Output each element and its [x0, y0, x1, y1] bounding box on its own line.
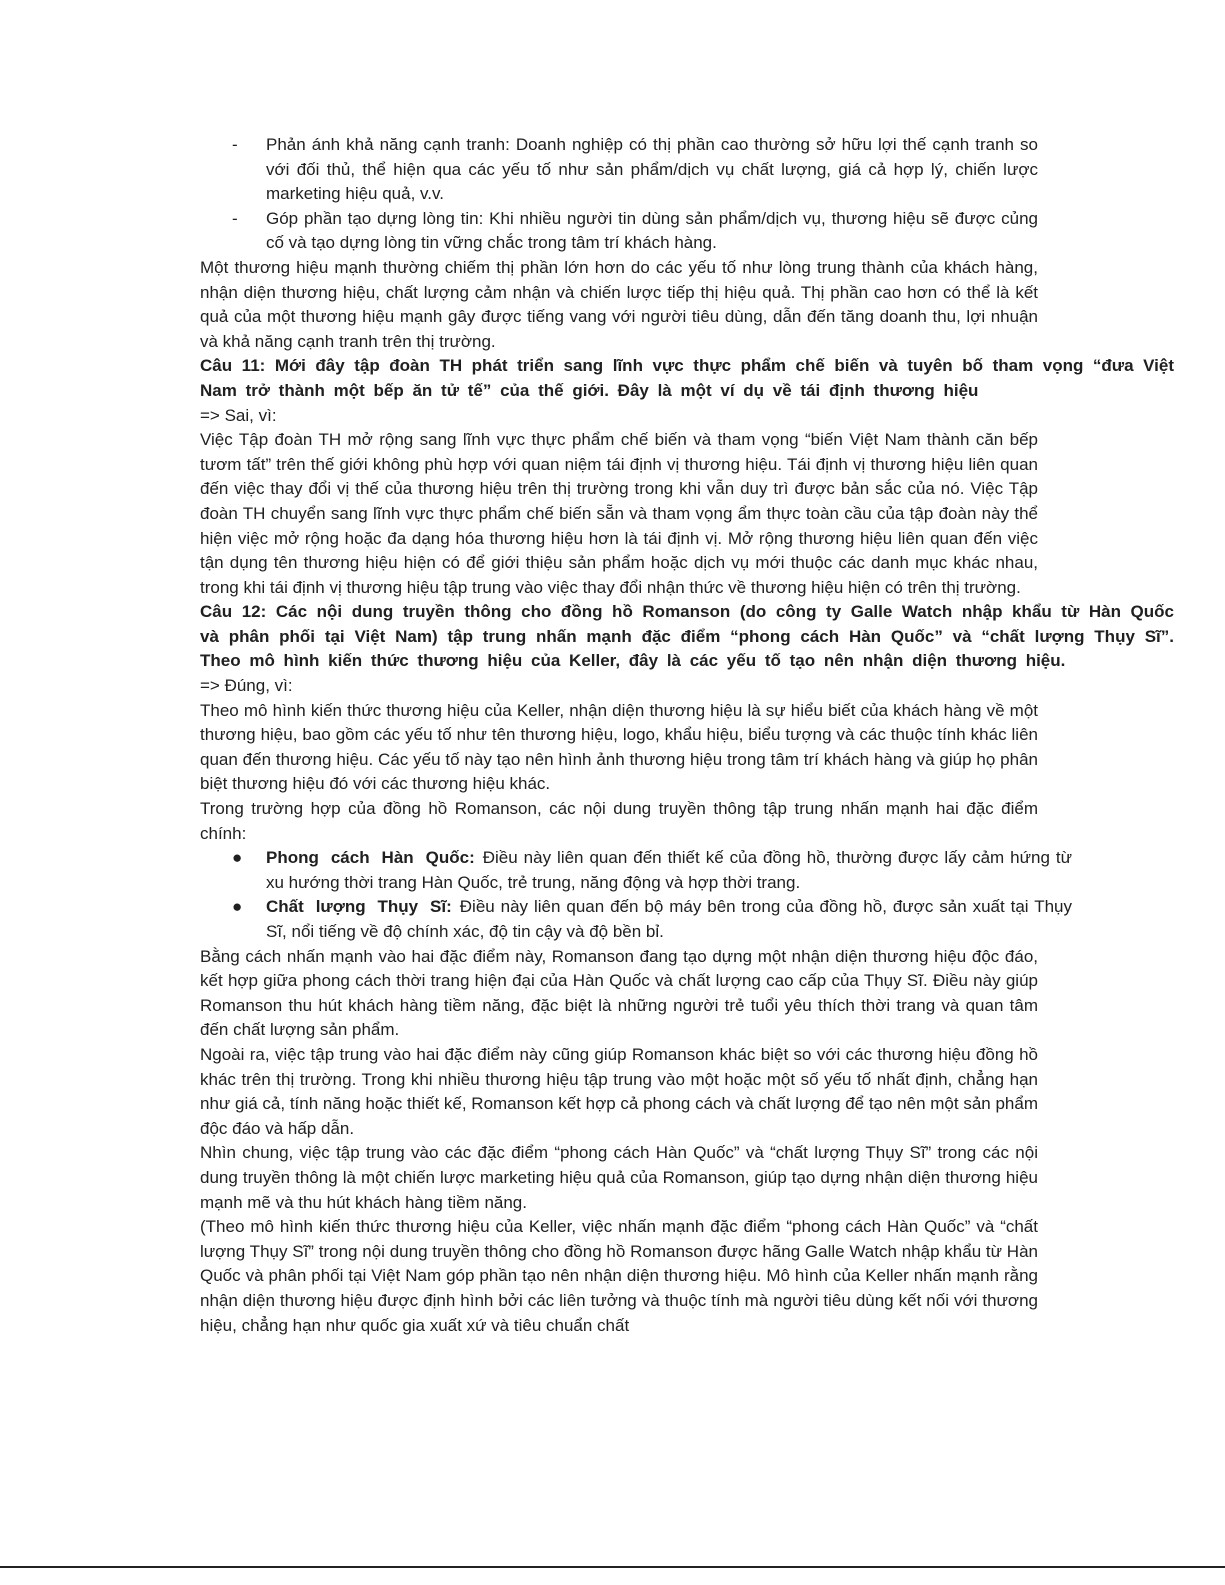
bullet-item: [232, 895, 1072, 944]
paragraph-differentiation: Ngoài ra, việc tập trung vào hai đặc điểm này cũng giúp Romanson khác biệt so với các thương hiệu đồng hồ khác trên thị trường. Trong khi nhiều thương hiệu tập trung vào một hoặc một số yếu tố nhất định, chẳng hạn như giá cả, tính năng hoặc thiết kế, Romanson kết hợp cả phong cách và chất lượng để tạo nên một sản phẩm độc đáo và hấp dẫn.: [200, 1044, 1038, 1138]
question-12: Câu 12: Các nội dung truyền thông cho đồng hồ Romanson (do công ty Galle Watch nhập khẩu từ Hàn Quốc và phân phối tại Việt Nam) tập trung nhấn mạnh đặc điểm “phong cách Hàn Quốc” và “chất lượng Thụy Sĩ”. Theo mô hình kiến thức thương hiệu của Keller, đây là các yếu tố tạo nên nhận diện thương hiệu.: [200, 602, 1174, 671]
question-11-container: [200, 354, 1174, 403]
bullet-item: [232, 846, 1072, 895]
list-item-text: Phản ánh khả năng cạnh tranh: Doanh nghiệp có thị phần cao thường sở hữu lợi thế cạnh tranh so với đối thủ, thể hiện qua các yếu tố như sản phẩm/dịch vụ chất lượng, giá cả hợp lý, chiến lược marketing hiệu quả, v.v.: [266, 135, 1038, 204]
bullet-term: Chất lượng Thụy Sĩ:: [266, 897, 452, 917]
dash-marker: -: [232, 208, 238, 228]
paragraph-romanson-case: Trong trường hợp của đồng hồ Romanson, các nội dung truyền thông tập trung nhấn mạnh hai đặc điểm chính:: [200, 799, 1038, 843]
document-page: [200, 133, 1174, 1338]
explanation-11: Việc Tập đoàn TH mở rộng sang lĩnh vực thực phẩm chế biến và tham vọng “biến Việt Nam thành căn bếp tươm tất” trên thế giới không phù hợp với quan niệm tái định vị thương hiệu. Tái định vị thương hiệu liên quan đến việc thay đổi vị thế của thương hiệu trên thị trường trong khi vẫn duy trì được bản sắc của nó. Việc Tập đoàn TH chuyển sang lĩnh vực thực phẩm chế biến sẵn và tham vọng ẩm thực toàn cầu của tập đoàn này thể hiện việc mở rộng hoặc đa dạng hóa thương hiệu hơn là tái định vị. Mở rộng thương hiệu liên quan đến việc tận dụng tên thương hiệu hiện có để giới thiệu sản phẩm hoặc dịch vụ mới thuộc các danh mục khác nhau, trong khi tái định vị thương hiệu tập trung vào việc thay đổi nhận thức về thương hiệu hiện có trên thị trường.: [200, 430, 1038, 597]
bullet-marker: ●: [232, 848, 243, 868]
bullet-text: Điều này liên quan đến thiết kế của đồng hồ, thường được lấy cảm hứng từ xu hướng thời trang Hàn Quốc, trẻ trung, năng động và hợp thời trang.: [266, 848, 1072, 892]
bullet-text: Điều này liên quan đến bộ máy bên trong của đồng hồ, được sản xuất tại Thụy Sĩ, nổi tiếng về độ chính xác, độ tin cậy và độ bền bỉ.: [266, 897, 1072, 941]
list-item: [232, 207, 1038, 256]
bullet-term: Phong cách Hàn Quốc:: [266, 848, 475, 868]
list-item-text: Góp phần tạo dựng lòng tin: Khi nhiều người tin dùng sản phẩm/dịch vụ, thương hiệu sẽ được củng cố và tạo dựng lòng tin vững chắc trong tâm trí khách hàng.: [266, 208, 1038, 253]
question-11: Câu 11: Mới đây tập đoàn TH phát triển sang lĩnh vực thực phẩm chế biến và tuyên bố tham vọng “đưa Việt Nam trở thành một bếp ăn tử tế” của thế giới. Đây là một ví dụ về tái định thương hiệu: [200, 356, 1174, 400]
dash-marker: -: [232, 135, 238, 154]
paragraph-market-share: Một thương hiệu mạnh thường chiếm thị phần lớn hơn do các yếu tố như lòng trung thành của khách hàng, nhận diện thương hiệu, chất lượng cảm nhận và chiến lược tiếp thị hiệu quả. Thị phần cao hơn có thể là kết quả của một thương hiệu mạnh gây được tiếng vang với người tiêu dùng, dẫn đến tăng doanh thu, lợi nhuận và khả năng cạnh tranh trên thị trường.: [200, 257, 1038, 351]
paragraph-keller-model: Theo mô hình kiến thức thương hiệu của Keller, nhận diện thương hiệu là sự hiểu biết của khách hàng về một thương hiệu, bao gồm các yếu tố như tên thương hiệu, logo, khẩu hiệu, biểu tượng và các thuộc tính khác liên quan đến thương hiệu. Các yếu tố này tạo nên hình ảnh thương hiệu trong tâm trí khách hàng và giúp họ phân biệt thương hiệu đó với các thương hiệu khác.: [200, 700, 1038, 794]
paragraph-keller-note: (Theo mô hình kiến thức thương hiệu của Keller, việc nhấn mạnh đặc điểm “phong cách Hàn Quốc” và “chất lượng Thụy Sĩ” trong nội dung truyền thông cho đồng hồ Romanson được hãng Galle Watch nhập khẩu từ Hàn Quốc và phân phối tại Việt Nam góp phần tạo nên nhận diện thương hiệu. Mô hình của Keller nhấn mạnh rằng nhận diện thương hiệu được định hình bởi các liên tưởng và thuộc tính mà người tiêu dùng kết nối với thương hiệu, chẳng hạn như quốc gia xuất xứ và tiêu chuẩn chất: [200, 1217, 1038, 1335]
answer-11: => Sai, vì:: [200, 405, 277, 425]
bullet-marker: ●: [232, 897, 243, 917]
list-item: [232, 133, 1038, 207]
answer-12: => Đúng, vì:: [200, 676, 293, 696]
question-12-container: [200, 600, 1174, 674]
page-bottom-rule: [0, 1566, 1225, 1568]
paragraph-brand-identity: Bằng cách nhấn mạnh vào hai đặc điểm này, Romanson đang tạo dựng một nhận diện thương hiệu độc đáo, kết hợp giữa phong cách thời trang hiện đại của Hàn Quốc và chất lượng cao cấp của Thụy Sĩ. Điều này giúp Romanson thu hút khách hàng tiềm năng, đặc biệt là những người trẻ tuổi yêu thích thời trang và quan tâm đến chất lượng sản phẩm.: [200, 946, 1038, 1040]
paragraph-summary: Nhìn chung, việc tập trung vào các đặc điểm “phong cách Hàn Quốc” và “chất lượng Thụy Sĩ” trong các nội dung truyền thông là một chiến lược marketing hiệu quả của Romanson, giúp tạo dựng nhận diện thương hiệu mạnh mẽ và thu hút khách hàng tiềm năng.: [200, 1143, 1038, 1212]
